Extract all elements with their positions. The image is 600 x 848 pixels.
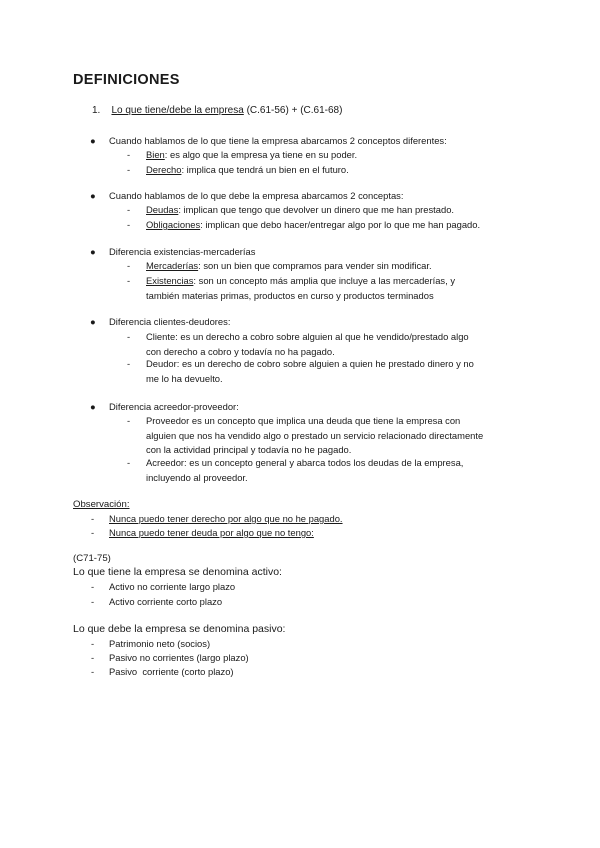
bullet-text: Cuando hablamos de lo que debe la empresa abarcamos 2 conceptas:	[109, 190, 404, 201]
section-ref: (C71-75)	[73, 553, 111, 564]
term: Bien	[146, 149, 165, 160]
bullet-text: Diferencia clientes-deudores:	[109, 316, 231, 327]
definition: : implica que tendrá un bien en el futuro.	[181, 164, 349, 175]
dash-icon: -	[127, 204, 131, 215]
numbered-item-1	[92, 105, 342, 116]
bullet-existencias	[90, 245, 255, 259]
item-label: Lo que tiene/debe la empresa	[111, 105, 244, 116]
dash-icon: -	[127, 164, 131, 175]
definition: Cliente: es un derecho a cobro sobre alguien al que he vendido/prestado algo	[146, 331, 469, 342]
dash-icon: -	[91, 652, 95, 663]
item-refs: (C.61-56) + (C.61-68)	[243, 105, 343, 116]
definition: : implican que tengo que devolver un dinero que me han prestado.	[178, 204, 455, 215]
page-title: DEFINICIONES	[73, 72, 180, 88]
term: Derecho	[146, 164, 182, 175]
bullet-text: Diferencia existencias-mercaderías	[109, 246, 256, 257]
definition: Acreedor: es un concepto general y abarca todos los deudas de la empresa,	[146, 457, 464, 468]
bullet-text: Diferencia acreedor-proveedor:	[109, 401, 239, 412]
definition-cont: me lo ha devuelto.	[146, 372, 223, 384]
dash-icon: -	[127, 260, 131, 271]
bullet-icon: ●	[90, 135, 96, 146]
bullet-icon: ●	[90, 401, 96, 412]
bullet-icon: ●	[90, 246, 96, 257]
bullet-tiene	[90, 134, 447, 148]
term: Existencias	[146, 275, 194, 286]
dash-icon: -	[127, 275, 131, 286]
dash-icon: -	[127, 415, 131, 426]
definition-cont: también materias primas, productos en curso y productos terminados	[146, 289, 434, 301]
definition: : implican que debo hacer/entregar algo por lo que me han pagado.	[200, 219, 481, 230]
definition: : son un concepto más amplia que incluye a las mercaderías, y	[193, 275, 456, 286]
dash-icon: -	[127, 457, 131, 468]
definition-cont: con derecho a cobro y todavía no ha pagado.	[146, 345, 335, 357]
bullet-text: Cuando hablamos de lo que tiene la empresa abarcamos 2 conceptos diferentes:	[109, 135, 447, 146]
pasivo-heading: Lo que debe la empresa se denomina pasivo:	[73, 623, 286, 635]
term: Deudas	[146, 204, 179, 215]
activo-heading: Lo que tiene la empresa se denomina activo:	[73, 566, 282, 578]
definition: : es algo que la empresa ya tiene en su poder.	[164, 149, 358, 160]
bullet-debe	[90, 189, 403, 203]
definition: Deudor: es un derecho de cobro sobre alguien a quien he prestado dinero y no	[146, 358, 474, 369]
dash-icon: -	[91, 596, 95, 607]
definition-cont: incluyendo al proveedor.	[146, 471, 248, 483]
definition: : son un bien que compramos para vender sin modificar.	[198, 260, 432, 271]
dash-icon: -	[91, 513, 95, 524]
dash-icon: -	[127, 219, 131, 230]
definition-cont-2: con la actividad principal y todavía no he pagado.	[146, 444, 352, 455]
bullet-clientes	[90, 315, 230, 329]
bullet-icon: ●	[90, 190, 96, 201]
bullet-acreedor	[90, 400, 239, 414]
dash-icon: -	[127, 149, 131, 160]
bullet-icon: ●	[90, 316, 96, 327]
item-number: 1.	[92, 105, 101, 116]
dash-icon: -	[127, 358, 131, 369]
observacion-heading: Observación:	[73, 499, 130, 510]
term: Mercaderías	[146, 260, 199, 271]
definition: Proveedor es un concepto que implica una deuda que tiene la empresa con	[146, 415, 461, 426]
term: Obligaciones	[146, 219, 201, 230]
definition-cont: alguien que nos ha vendido algo o prestado un servicio relacionado directamente	[146, 429, 484, 441]
dash-icon: -	[127, 331, 131, 342]
dash-icon: -	[91, 638, 95, 649]
dash-icon: -	[91, 581, 95, 592]
document-page: DEFINICIONES 1. Lo que tiene/debe la empresa (C.61-56) + (C.61-68) ● Cuando hablamos de lo que tiene la empresa abarcamos 2 conceptos diferentes: - Bien: es algo que la empresa ya tiene en su poder. - Derecho: implica que tendrá un bien en el futuro. ● Cuando hablamos de lo que debe la empresa abarcamos 2 conceptas: - Deudas: implican que tengo que devolver un dinero que me han prestado. - Obligaciones: implican que debo hacer/entregar algo por lo que me han pagado. ● Diferencia existencias-mercaderías - Mercaderías: son un bien que compramos para vender sin modificar. - Existencias: son un concepto más amplia que incluye a las mercaderías, y también materias primas, productos en curso y productos terminados ● Diferencia clientes-deudores: - Cliente: es un derecho a cobro sobre alguien al que he vendido/prestado algo con derecho a cobro y todavía no ha pagado. - Deudor: es un derecho de cobro sobre alguien a quien he prestado dinero y no me lo ha devuelto. ● Diferencia acreedor-proveedor: - Proveedor es un concepto que implica una deuda que tiene la empresa con alguien que nos ha vendido algo o prestado un servicio relacionado directamente con la actividad principal y todavía no he pagado. - Acreedor: es un concepto general y abarca todos los deudas de la empresa, incluyendo al proveedor. Observación: - Nunca puedo tener derecho por algo que no he pagado. - Nunca puedo tener deuda por algo que no tengo: (C71-75) Lo que tiene la empresa se denomina activo: - Activo no corriente largo plazo - Activo corriente corto plazo Lo que debe la empresa se denomina pasivo: - Patrimonio neto (socios) - Pasivo no corrientes (largo plazo) - Pasivo corriente (corto plazo)	[73, 72, 484, 677]
dash-icon: -	[91, 666, 95, 677]
dash-icon: -	[91, 527, 95, 538]
